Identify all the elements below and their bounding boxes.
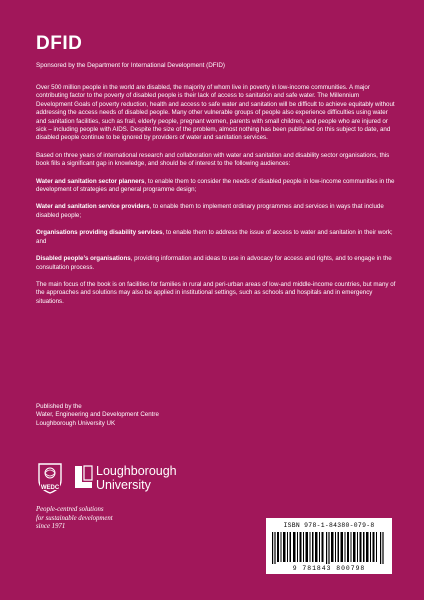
audience-title: Water and sanitation sector planners <box>36 177 145 185</box>
blurb-paragraph-3: The main focus of the book is on facilities for families in rural and peri-urban areas of low-and middle-income countries, but many of the approaches and solutions may also be applied in institutional settings, such as schools and hospitals and in emergency situations. <box>36 280 396 305</box>
audience-title: Disabled people’s organisations <box>36 255 131 263</box>
dfid-logo: DFID <box>36 33 83 54</box>
tagline-line: People-centred solutions <box>36 506 104 513</box>
tagline-line: for sustainable development <box>36 514 113 522</box>
blurb-paragraph-1: Over 500 million people in the world are disabled, the majority of whom live in poverty in low-income communities. A major contributing factor to the poverty of disabled people is their lack of access to sanitation and safe water. The Millennium Development Goals of poverty reduction, health and access to safe water and sanitation will be difficult to achieve equitably without addressing the access needs of disabled people. Many other vulnerable groups of people also experience difficulties using water and sanitation facilities, such as frail, elderly people, pregnant women, parents with small children, and people who are injured or sick – including people with AIDS. Despite the size of the problem, almost nothing has been published on this subject to date, and disabled people continue to be ignored by providers of water and sanitation services. <box>36 84 395 142</box>
audience-text: , to enable them to consider the needs of disabled people in low-income communities in the development of strategies and general programme design; <box>36 177 395 194</box>
barcode <box>266 518 392 574</box>
audience-title: Organisations providing disability services <box>36 229 163 237</box>
isbn-text: ISBN 978-1-84380-079-8 <box>283 522 375 529</box>
blurb <box>36 84 396 315</box>
publisher-line: Water, Engineering and Development Centre <box>36 411 159 419</box>
ean-number: 9 781843 800798 <box>292 565 366 572</box>
publisher-line: Loughborough University UK <box>36 419 116 427</box>
loughborough-line1: Loughborough <box>96 464 177 478</box>
audience-item <box>36 203 396 220</box>
publisher-block <box>36 403 159 428</box>
barcode-bars-icon <box>272 532 386 564</box>
loughborough-wordmark <box>96 464 177 492</box>
audience-text: , to enable them to implement ordinary programmes and services in ways that include disabled people; <box>36 203 384 219</box>
audience-title: Water and sanitation service providers <box>36 203 150 211</box>
publisher-line: Published by the <box>36 403 82 410</box>
tagline <box>36 506 113 532</box>
sponsor-line: Sponsored by the Department for International Development (DFID) <box>36 62 225 69</box>
audience-text: , to enable them to address the issue of access to water and sanitation in their work; and <box>36 229 393 245</box>
audience-item <box>36 229 396 246</box>
wedc-label: WEDC <box>40 485 60 491</box>
loughborough-line2: University <box>96 478 151 492</box>
wedc-logo-icon <box>36 462 64 494</box>
audience-item <box>36 255 396 272</box>
audience-item <box>36 178 396 195</box>
audience-text: , providing information and ideas to use in advocacy for access and rights, and to engage in the consultation process. <box>36 255 392 271</box>
tagline-line: since 1971 <box>36 523 66 531</box>
blurb-paragraph-2: Based on three years of international research and collaboration with water and sanitation and disability sector organisations, this book fills a significant gap in knowledge, and should be of interest to the following audiences: <box>36 151 390 168</box>
